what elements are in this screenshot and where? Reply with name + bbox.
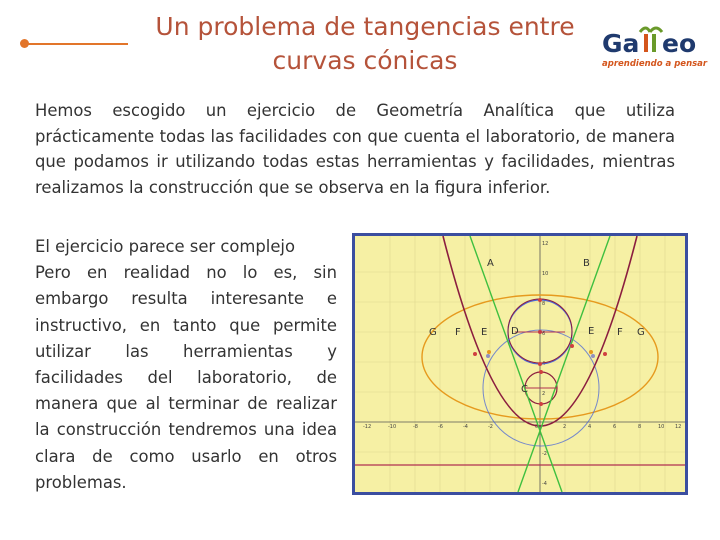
axis-tick-labels (363, 241, 681, 487)
galileo-logo-mark (600, 20, 712, 72)
body-paragraph (35, 234, 337, 496)
svg-text:10: 10 (658, 424, 665, 430)
svg-text:aprendiendo a pensar: aprendiendo a pensar (602, 59, 708, 69)
svg-text:2: 2 (542, 391, 546, 397)
svg-text:C: C (521, 384, 528, 395)
svg-text:-12: -12 (363, 424, 372, 430)
galileo-logo (600, 20, 712, 72)
svg-text:8: 8 (638, 424, 642, 430)
svg-text:B: B (583, 258, 590, 269)
title-line-2: curvas cónicas (272, 46, 458, 75)
svg-text:-8: -8 (413, 424, 418, 430)
svg-text:A: A (487, 258, 494, 269)
body-first-line: El ejercicio parece ser complejo (35, 237, 296, 256)
geometry-figure (352, 233, 688, 495)
title-line-1: Un problema de tangencias entre (155, 12, 575, 41)
svg-text:10: 10 (542, 271, 549, 277)
svg-text:6: 6 (542, 331, 546, 337)
svg-text:F: F (455, 327, 461, 338)
svg-text:-4: -4 (542, 481, 547, 487)
svg-text:4: 4 (588, 424, 592, 430)
svg-text:E: E (481, 327, 488, 338)
svg-text:2: 2 (563, 424, 567, 430)
svg-text:6: 6 (613, 424, 617, 430)
svg-text:-4: -4 (463, 424, 468, 430)
svg-text:E: E (588, 326, 595, 337)
figure-labels (429, 258, 645, 395)
svg-text:D: D (511, 326, 519, 337)
svg-text:Ga: Ga (602, 29, 640, 58)
accent-bar (26, 43, 128, 45)
conics-diagram (355, 236, 685, 492)
svg-text:8: 8 (542, 301, 546, 307)
slide-title (140, 10, 590, 78)
intro-paragraph: Hemos escogido un ejercicio de Geometría Analítica que utiliza prácticamente todas las facilidades con que cuenta el laboratorio, de manera que podamos ir utilizando todas estas herramientas y facilidades, mientras realizamos la construcción que se observa en la figura inferior. (35, 101, 675, 197)
svg-text:eo: eo (662, 29, 697, 58)
body-rest: Pero en realidad no lo es, sin embargo resulta interesante e instructivo, en tanto que permite utilizar las herramientas y facilidades del laboratorio, de manera que al terminar de realizar la construcción tendremos una idea clara de como usarlo en otros problemas. (35, 263, 337, 492)
svg-text:F: F (617, 327, 623, 338)
svg-text:-10: -10 (388, 424, 397, 430)
svg-text:12: 12 (542, 241, 549, 247)
svg-text:4: 4 (542, 361, 546, 367)
svg-text:-2: -2 (542, 451, 547, 457)
svg-text:12: 12 (675, 424, 682, 430)
svg-text:G: G (429, 327, 437, 338)
svg-text:0: 0 (535, 424, 539, 430)
svg-text:-2: -2 (488, 424, 493, 430)
svg-text:-6: -6 (438, 424, 443, 430)
title-accent-line (20, 42, 128, 45)
svg-text:G: G (637, 327, 645, 338)
